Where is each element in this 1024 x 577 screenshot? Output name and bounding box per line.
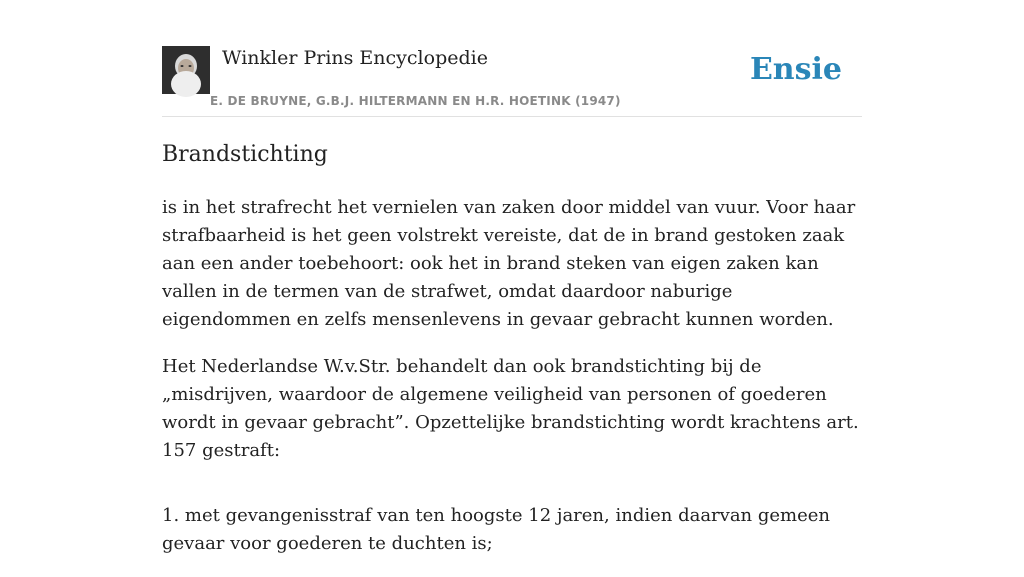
article-paragraph: is in het strafrecht het vernielen van zaken door middel van vuur. Voor haar strafbaarheid is het geen volstrekt vereiste, dat de in brand gestoken zaak aan een ander toebehoort: ook het in brand steken van eigen zaken kan vallen in de termen van de strafwet, omdat daardoor naburige eigendommen en zelfs mensenlevens in gevaar gebracht kunnen worden. [162, 197, 856, 330]
author-avatar [162, 46, 210, 94]
article-paragraph: Het Nederlandse W.v.Str. behandelt dan ook brandstichting bij de „misdrijven, waardoor de algemene veiligheid van personen of goederen wordt in gevaar gebracht”. Opzettelijke brandstichting wordt krachtens art. 157 gestraft: [162, 356, 859, 461]
article-title: Brandstichting [162, 142, 328, 167]
author-portrait-icon [162, 46, 210, 94]
article-list-item: 1. met gevangenisstraf van ten hoogste 12 jaren, indien daarvan gemeen gevaar voor goederen te duchten is; [162, 505, 831, 554]
site-header [162, 46, 862, 117]
site-authors: E. DE BRUYNE, G.B.J. HILTERMANN EN H.R. HOETINK (1947) [210, 94, 621, 108]
article [162, 138, 864, 577]
brand-logo[interactable]: Ensie [749, 52, 842, 87]
site-title[interactable]: Winkler Prins Encyclopedie [222, 47, 488, 69]
